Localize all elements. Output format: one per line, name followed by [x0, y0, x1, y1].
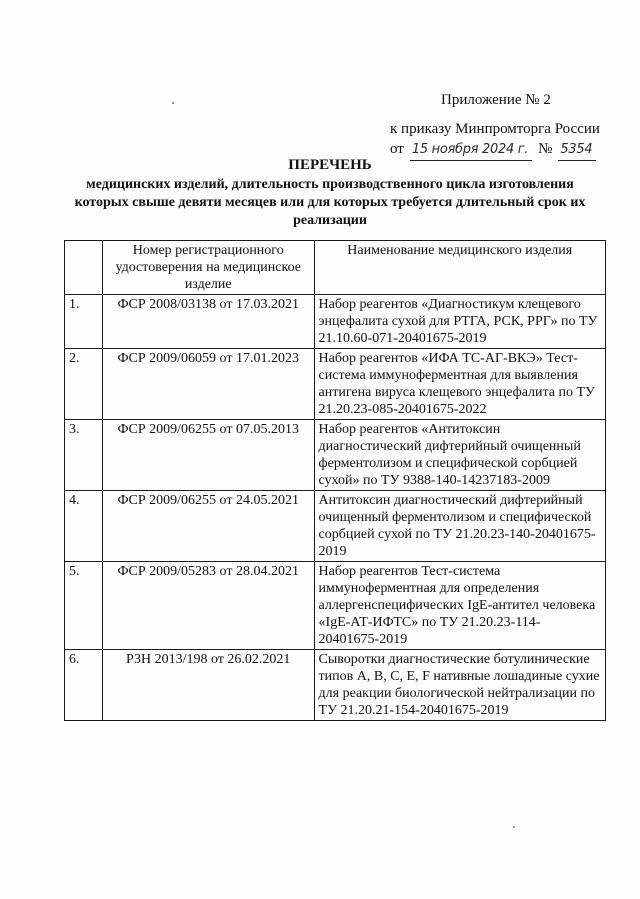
table-row	[65, 650, 606, 721]
device-name: Сыворотки диагностические ботулинические типов А, В, С, Е, F нативные лошадиные сухие для реакции биологической нейтрализации по ТУ 21.20.21-154-20401675-2019	[314, 650, 605, 721]
device-name: Набор реагентов Тест-система иммуноферментная для определения аллергенспецифических IgE-антител человека «IgE-АТ-ИФТС» по ТУ 21.20.23-114-20401675-2019	[314, 562, 605, 650]
registration-certificate: ФСР 2009/06255 от 24.05.2021	[102, 491, 314, 562]
order-from-label: от	[390, 141, 404, 157]
order-number-label: №	[538, 141, 553, 157]
device-name: Антитоксин диагностический дифтерийный очищенный ферментолизом и специфической сорбцией сухой по ТУ 21.20.23-140-20401675-2019	[314, 491, 605, 562]
table-row	[65, 349, 606, 420]
document-title-block	[60, 156, 600, 230]
device-name: Набор реагентов «Диагностикум клещевого энцефалита сухой для РТГА, РСК, РРГ» по ТУ 21.10.60-071-20401675-2019	[314, 295, 605, 349]
registration-certificate: РЗН 2013/198 от 26.02.2021	[102, 650, 314, 721]
registration-certificate: ФСР 2009/05283 от 28.04.2021	[102, 562, 314, 650]
row-number: 2.	[65, 349, 103, 420]
table-row	[65, 295, 606, 349]
order-reference	[390, 119, 600, 161]
order-line: к приказу Минпромторга России	[390, 121, 600, 137]
row-number: 5.	[65, 562, 103, 650]
scan-speck	[172, 102, 174, 104]
row-number: 3.	[65, 420, 103, 491]
document-title: ПЕРЕЧЕНЬ	[288, 157, 372, 173]
table-row	[65, 420, 606, 491]
header-registration: Номер регистрационного удостоверения на медицинское изделие	[102, 241, 314, 295]
table-row	[65, 491, 606, 562]
header-number	[65, 241, 103, 295]
appendix-label: Приложение № 2	[441, 92, 551, 108]
handwritten-order-number: 5354	[558, 140, 596, 161]
handwritten-order-date: 15 ноября 2024 г.	[410, 140, 532, 161]
table-row	[65, 562, 606, 650]
registration-certificate: ФСР 2009/06059 от 17.01.2023	[102, 349, 314, 420]
row-number: 4.	[65, 491, 103, 562]
table-header-row	[65, 241, 606, 295]
registration-certificate: ФСР 2009/06255 от 07.05.2013	[102, 420, 314, 491]
row-number: 1.	[65, 295, 103, 349]
registration-certificate: ФСР 2008/03138 от 17.03.2021	[102, 295, 314, 349]
document-subtitle: медицинских изделий, длительность производственного цикла изготовления которых свыше девяти месяцев или для которых требуется длительный срок их реализации	[74, 177, 586, 228]
medical-devices-table	[64, 240, 606, 721]
device-name: Набор реагентов «ИФА ТС-АГ-ВКЭ» Тест-система иммуноферментная для выявления антигена вируса клещевого энцефалита по ТУ 21.20.23-085-20401675-2022	[314, 349, 605, 420]
device-name: Набор реагентов «Антитоксин диагностический дифтерийный очищенный ферментолизом и специфической сорбцией сухой» по ТУ 9388-140-14237183-2009	[314, 420, 605, 491]
row-number: 6.	[65, 650, 103, 721]
header-device-name: Наименование медицинского изделия	[314, 241, 605, 295]
scan-speck	[513, 826, 515, 828]
